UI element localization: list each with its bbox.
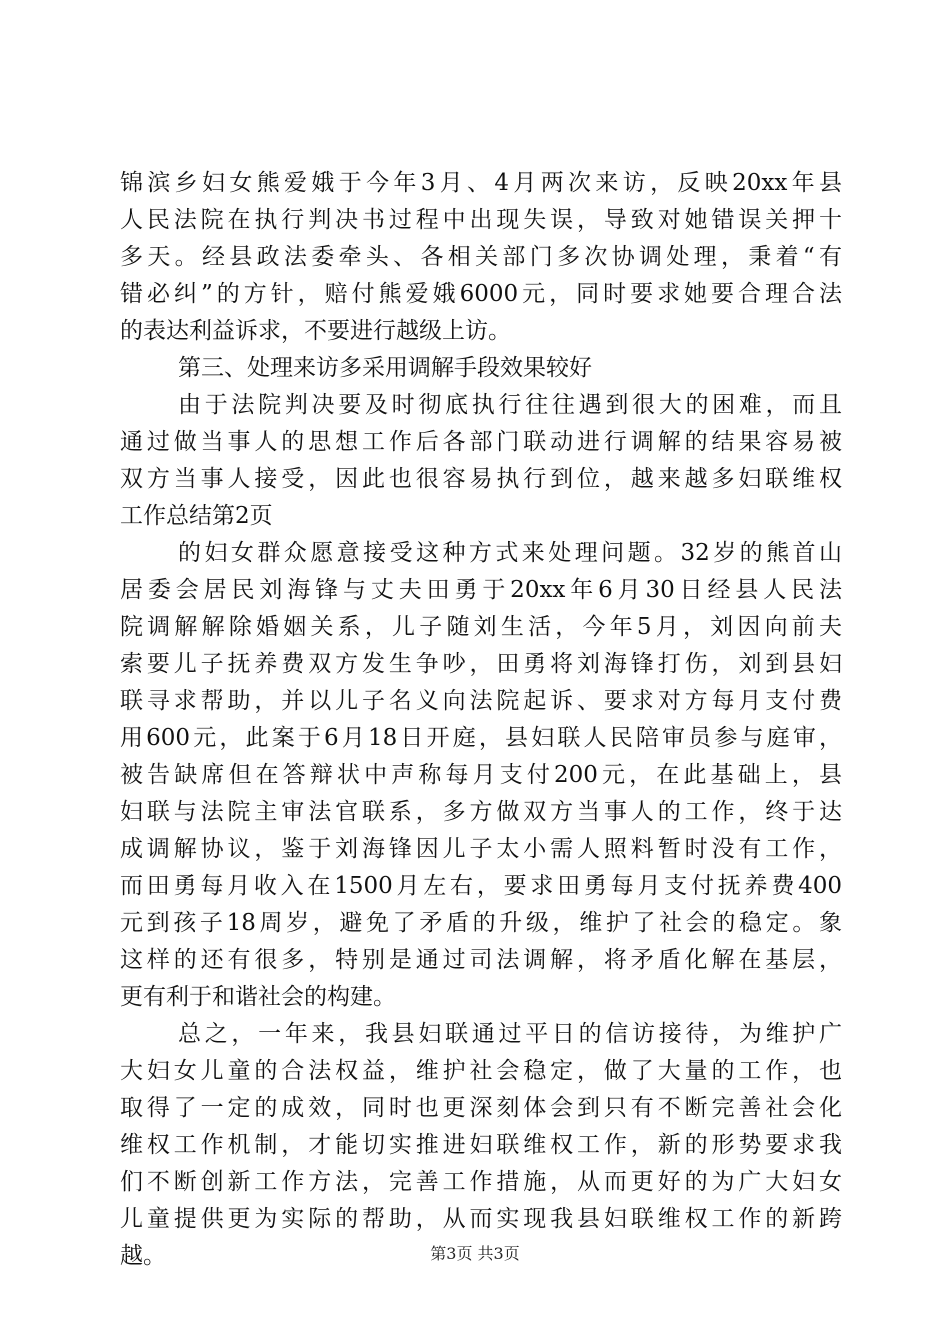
text-line: 妇联与法院主审法官联系，多方做双方当事人的工作，终于达 [120,799,842,825]
text-line: 锦滨乡妇女熊爱娥于今年3月、4月两次来访，反映20xx年县 [120,170,842,196]
text-line: 人民法院在执行判决书过程中出现失误，导致对她错误关押十 [120,207,842,233]
text-line: 而田勇每月收入在1500月左右，要求田勇每月支付抚养费400 [120,873,842,899]
document-body [120,165,842,1275]
paragraph [120,1016,842,1275]
text-line: 错必纠”的方针，赔付熊爱娥6000元，同时要求她要合理合法 [120,281,842,307]
section-heading [120,350,842,387]
text-line: 总之，一年来，我县妇联通过平日的信访接待，为维护广 [178,1021,842,1047]
paragraph [120,387,842,535]
text-line: 儿童提供更为实际的帮助，从而实现我县妇联维权工作的新跨 [120,1206,842,1232]
text-line: 维权工作机制，才能切实推进妇联维权工作，新的形势要求我 [120,1132,842,1158]
text-line: 的妇女群众愿意接受这种方式来处理问题。32岁的熊首山 [178,540,842,566]
text-line: 院调解解除婚姻关系，儿子随刘生活，今年5月，刘因向前夫 [120,614,842,640]
text-line: 更有利于和谐社会的构建。 [120,984,396,1010]
text-line: 联寻求帮助，并以儿子名义向法院起诉、要求对方每月支付费 [120,688,842,714]
text-line: 索要儿子抚养费双方发生争吵，田勇将刘海锋打伤，刘到县妇 [120,651,842,677]
text-line: 由于法院判决要及时彻底执行往往遇到很大的困难，而且 [178,392,842,418]
text-line: 大妇女儿童的合法权益，维护社会稳定，做了大量的工作，也 [120,1058,842,1084]
text-line: 被告缺席但在答辩状中声称每月支付200元，在此基础上，县 [120,762,842,788]
text-line: 居委会居民刘海锋与丈夫田勇于20xx年6月30日经县人民法 [120,577,842,603]
paragraph [120,165,842,350]
page-number-label: 第3页 共3页 [430,1244,520,1263]
text-line: 工作总结第2页 [120,503,273,529]
text-line: 取得了一定的成效，同时也更深刻体会到只有不断完善社会化 [120,1095,842,1121]
text-line: 通过做当事人的思想工作后各部门联动进行调解的结果容易被 [120,429,842,455]
text-line: 的表达利益诉求，不要进行越级上访。 [120,318,511,344]
text-line: 双方当事人接受，因此也很容易执行到位，越来越多妇联维权 [120,466,842,492]
text-line: 元到孩子18周岁，避免了矛盾的升级，维护了社会的稳定。象 [120,910,842,936]
paragraph [120,535,842,1016]
text-line: 多天。经县政法委牵头、各相关部门多次协调处理，秉着“有 [120,244,842,270]
heading-line: 第三、处理来访多采用调解手段效果较好 [178,355,592,381]
text-line: 成调解协议，鉴于刘海锋因儿子太小需人照料暂时没有工作， [120,836,842,862]
text-line: 越。 [120,1243,166,1269]
page-footer [0,1244,950,1264]
text-line: 用600元，此案于6月18日开庭，县妇联人民陪审员参与庭审， [120,725,842,751]
text-line: 这样的还有很多，特别是通过司法调解，将矛盾化解在基层， [120,947,842,973]
text-line: 们不断创新工作方法，完善工作措施，从而更好的为广大妇女 [120,1169,842,1195]
